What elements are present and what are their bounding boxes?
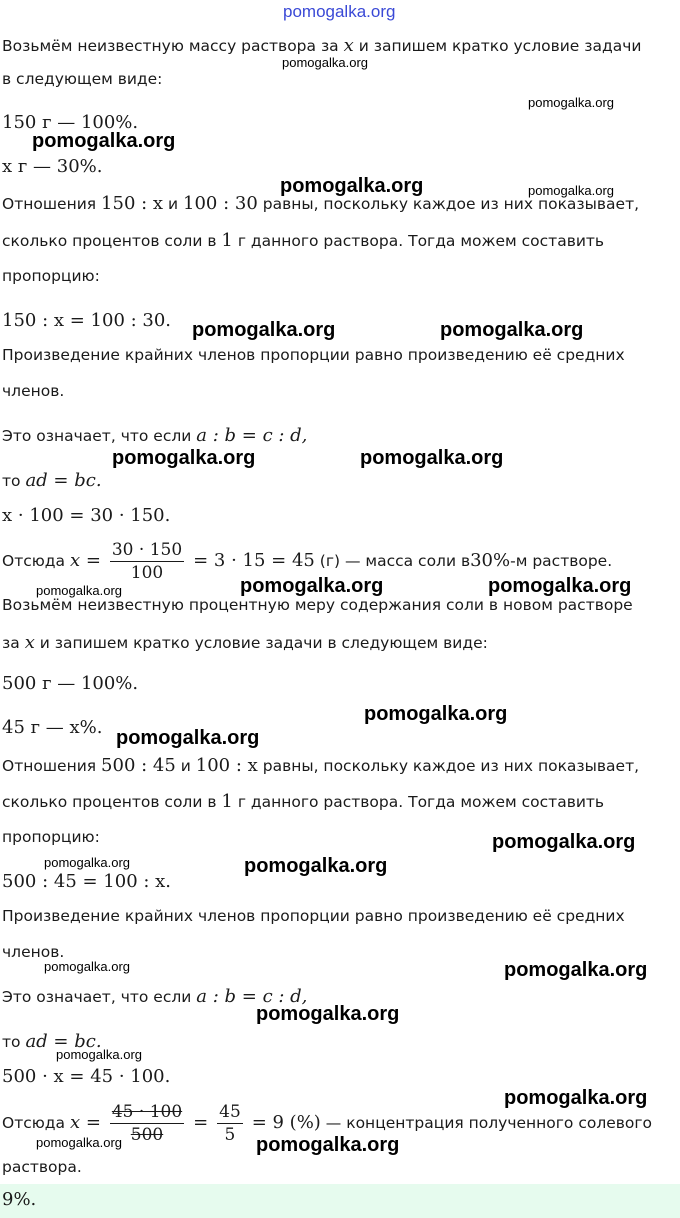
watermark: pomogalka.org: [504, 1087, 648, 1109]
fraction-denominator: 100: [130, 563, 164, 583]
text: г данного раствора. Тогда можем составить: [237, 793, 605, 811]
relation-line-cont: [2, 791, 604, 812]
text: (г) — масса соли в: [319, 552, 471, 570]
math-variable: x: [343, 35, 354, 56]
watermark: pomogalka.org: [44, 959, 130, 974]
text: равны, поскольку каждое из них показывает,: [262, 195, 640, 213]
text: и: [168, 195, 179, 213]
proportion: 500 : 45 = 100 : x.: [2, 871, 172, 892]
fraction-numerator: 30 · 150: [111, 540, 183, 560]
math-expr: = 3 · 15 = 45: [193, 550, 315, 571]
text: Возьмём неизвестную массу раствора за: [2, 37, 339, 55]
text: сколько процентов соли в: [2, 232, 217, 250]
paragraph-intro-cont: [2, 632, 488, 653]
text: -м растворе.: [510, 552, 613, 570]
math-expr: 500 : 45: [101, 755, 176, 776]
watermark-top: pomogalka.org: [283, 2, 396, 21]
math-expr: 100 : 30: [183, 193, 258, 214]
math-variable: x: [24, 632, 35, 653]
equation: 500 · x = 45 · 100.: [2, 1066, 171, 1087]
math-expr: = 9 (%): [251, 1112, 321, 1133]
text: Отношения: [2, 195, 97, 213]
fraction: [110, 540, 184, 583]
fraction: [217, 1102, 243, 1145]
watermark: pomogalka.org: [256, 1134, 400, 1156]
math-expr: 30%: [470, 550, 511, 571]
watermark: pomogalka.org: [56, 1047, 142, 1062]
rule-text: Произведение крайних членов пропорции равно произведению её средних: [2, 907, 625, 925]
math-expr: =: [193, 1112, 209, 1133]
rule-text: Произведение крайних членов пропорции равно произведению её средних: [2, 346, 625, 364]
watermark: pomogalka.org: [504, 959, 648, 981]
math-number: 1: [221, 230, 233, 251]
math-expr: a : b = c : d,: [196, 986, 308, 1007]
condition-line: x г — 30%.: [2, 156, 103, 177]
proportion: 150 : x = 100 : 30.: [2, 310, 172, 331]
watermark: pomogalka.org: [492, 831, 636, 853]
watermark: pomogalka.org: [440, 319, 584, 341]
text: Это означает, что если: [2, 427, 192, 445]
means-line-cont: [2, 470, 102, 491]
relation-line-end: пропорцию:: [2, 828, 100, 846]
fraction-denominator: 5: [224, 1125, 236, 1145]
watermark: pomogalka.org: [192, 319, 336, 341]
watermark: pomogalka.org: [116, 727, 260, 749]
fraction-numerator: 45 · 100: [111, 1102, 183, 1122]
text: и запишем кратко условие задачи: [358, 37, 642, 55]
watermark: pomogalka.org: [112, 447, 256, 469]
watermark: pomogalka.org: [32, 130, 176, 152]
means-line-cont: [2, 1031, 102, 1052]
means-line: [2, 425, 307, 446]
watermark: pomogalka.org: [360, 447, 504, 469]
watermark: pomogalka.org: [364, 703, 508, 725]
fraction: [110, 1102, 184, 1145]
text: за: [2, 634, 20, 652]
watermark: pomogalka.org: [36, 583, 122, 598]
text: то: [2, 1033, 21, 1051]
watermark: pomogalka.org: [528, 183, 614, 198]
relation-line-end: пропорцию:: [2, 267, 100, 285]
result-line-cont: раствора.: [2, 1158, 82, 1176]
math-expr: a : b = c : d,: [196, 425, 308, 446]
watermark: pomogalka.org: [280, 175, 424, 197]
means-line: [2, 986, 307, 1007]
answer-value: 9%.: [2, 1189, 37, 1210]
rule-text-cont: членов.: [2, 943, 65, 961]
watermark: pomogalka.org: [36, 1135, 122, 1150]
equation: x · 100 = 30 · 150.: [2, 505, 171, 526]
rule-text-cont: членов.: [2, 382, 65, 400]
condition-line: 500 г — 100%.: [2, 673, 139, 694]
math-expr: x =: [69, 550, 101, 571]
math-expr: 150 : x: [101, 193, 164, 214]
condition-line: 150 г — 100%.: [2, 112, 139, 133]
text: и: [180, 757, 191, 775]
watermark: pomogalka.org: [256, 1003, 400, 1025]
text: Отсюда: [2, 1114, 66, 1132]
fraction-denominator: 500: [130, 1125, 164, 1145]
relation-line-cont: [2, 230, 604, 251]
relation-line: [2, 755, 639, 776]
relation-line: [2, 193, 639, 214]
math-expr: x =: [69, 1112, 101, 1133]
text: Отношения: [2, 757, 97, 775]
text: — концентрация полученного солевого: [325, 1114, 653, 1132]
watermark: pomogalka.org: [244, 855, 388, 877]
text: то: [2, 472, 21, 490]
math-expr: ad = bc.: [25, 470, 102, 491]
text: сколько процентов соли в: [2, 793, 217, 811]
math-expr: 100 : x: [195, 755, 258, 776]
result-line: [2, 540, 612, 583]
paragraph-intro-cont: в следующем виде:: [2, 70, 163, 88]
watermark: pomogalka.org: [44, 855, 130, 870]
condition-line: 45 г — x%.: [2, 717, 103, 738]
text: равны, поскольку каждое из них показывает,: [262, 757, 640, 775]
watermark: pomogalka.org: [240, 575, 384, 597]
paragraph-intro: Возьмём неизвестную процентную меру содержания соли в новом растворе: [2, 596, 633, 614]
watermark: pomogalka.org: [282, 55, 368, 70]
text: Отсюда: [2, 552, 66, 570]
paragraph-intro: [2, 35, 641, 56]
math-expr: ad = bc.: [25, 1031, 102, 1052]
result-line: [2, 1102, 652, 1145]
answer-box: [0, 1184, 680, 1218]
text: Это означает, что если: [2, 988, 192, 1006]
math-number: 1: [221, 791, 233, 812]
text: и запишем кратко условие задачи в следующем виде:: [39, 634, 488, 652]
text: г данного раствора. Тогда можем составить: [237, 232, 605, 250]
watermark: pomogalka.org: [488, 575, 632, 597]
fraction-numerator: 45: [219, 1102, 241, 1122]
watermark: pomogalka.org: [528, 95, 614, 110]
